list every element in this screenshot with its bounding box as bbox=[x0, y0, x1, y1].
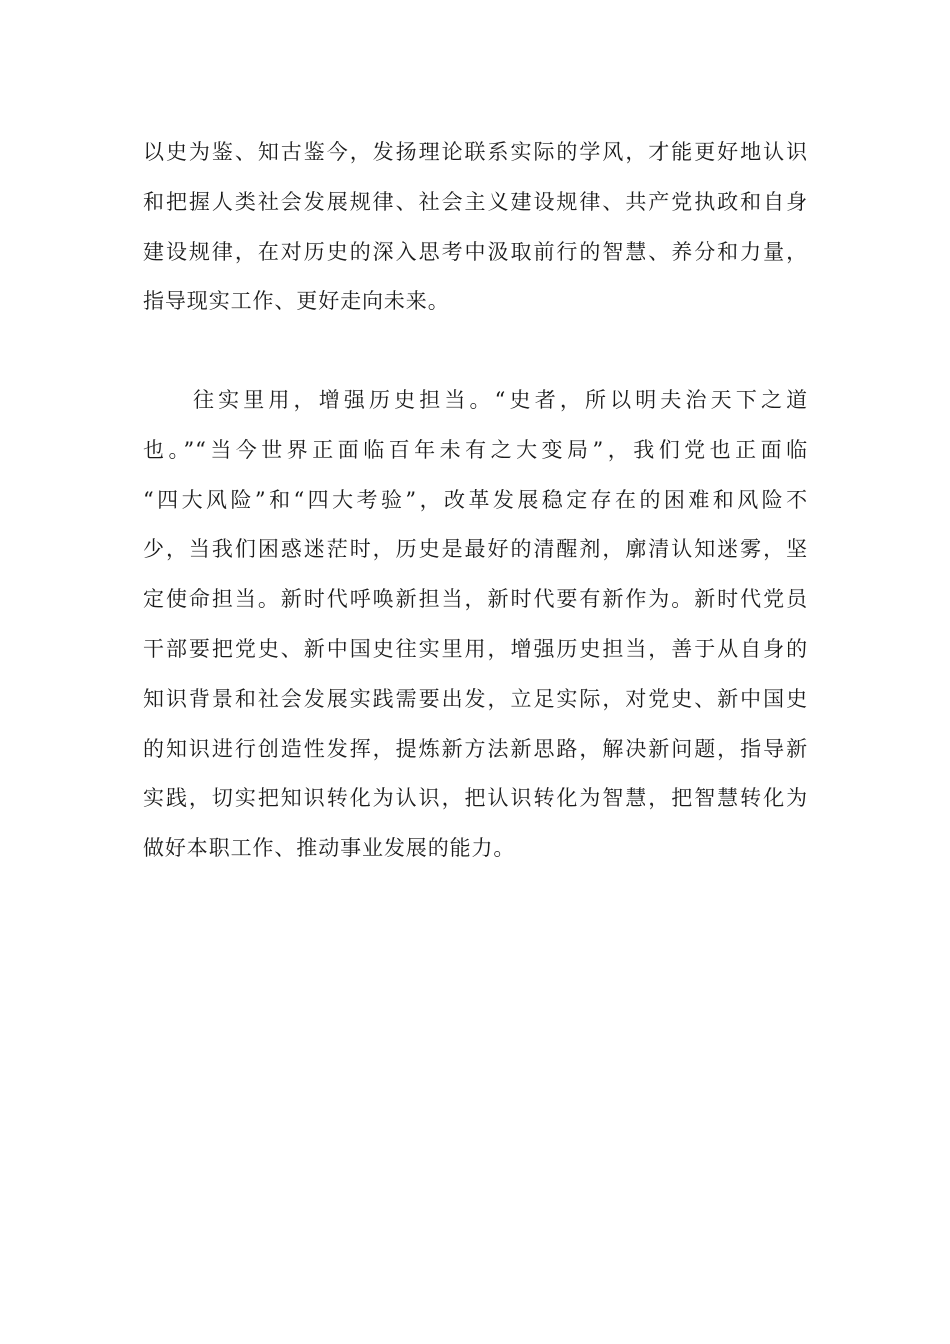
paragraph-2 bbox=[143, 376, 808, 874]
paragraph-2-line: 少，当我们困惑迷茫时，历史是最好的清醒剂，廓清认知迷雾，坚 bbox=[143, 537, 808, 562]
paragraph-2-line: 往实里用，增强历史担当。“史者，所以明夫治天下之道 bbox=[193, 388, 808, 412]
paragraph-2-line: 也。”“当今世界正面临百年未有之大变局”，我们党也正面临 bbox=[143, 437, 808, 462]
paragraph-2-line: 干部要把党史、新中国史往实里用，增强历史担当，善于从自身的 bbox=[143, 636, 808, 661]
paragraph-2-line: 实践，切实把知识转化为认识，把认识转化为智慧，把智慧转化为 bbox=[143, 786, 808, 811]
paragraph-2-line: 定使命担当。新时代呼唤新担当，新时代要有新作为。新时代党员 bbox=[143, 587, 808, 612]
paragraph-1-line: 指导现实工作、更好走向未来。 bbox=[143, 289, 450, 314]
paragraph-1-line: 和把握人类社会发展规律、社会主义建设规律、共产党执政和自身 bbox=[143, 189, 808, 214]
paragraph-1-line: 以史为鉴、知古鉴今，发扬理论联系实际的学风，才能更好地认识 bbox=[143, 140, 808, 164]
paragraph-2-line: 做好本职工作、推动事业发展的能力。 bbox=[143, 836, 516, 861]
paragraph-2-line: 知识背景和社会发展实践需要出发，立足实际，对党史、新中国史 bbox=[143, 686, 808, 711]
paragraph-1 bbox=[143, 128, 808, 327]
paragraph-1-line: 建设规律，在对历史的深入思考中汲取前行的智慧、养分和力量， bbox=[143, 239, 808, 264]
paragraph-2-line: 的知识进行创造性发挥，提炼新方法新思路，解决新问题，指导新 bbox=[143, 736, 808, 761]
paragraph-2-line: “四大风险”和“四大考验”，改革发展稳定存在的困难和风险不 bbox=[143, 487, 808, 512]
